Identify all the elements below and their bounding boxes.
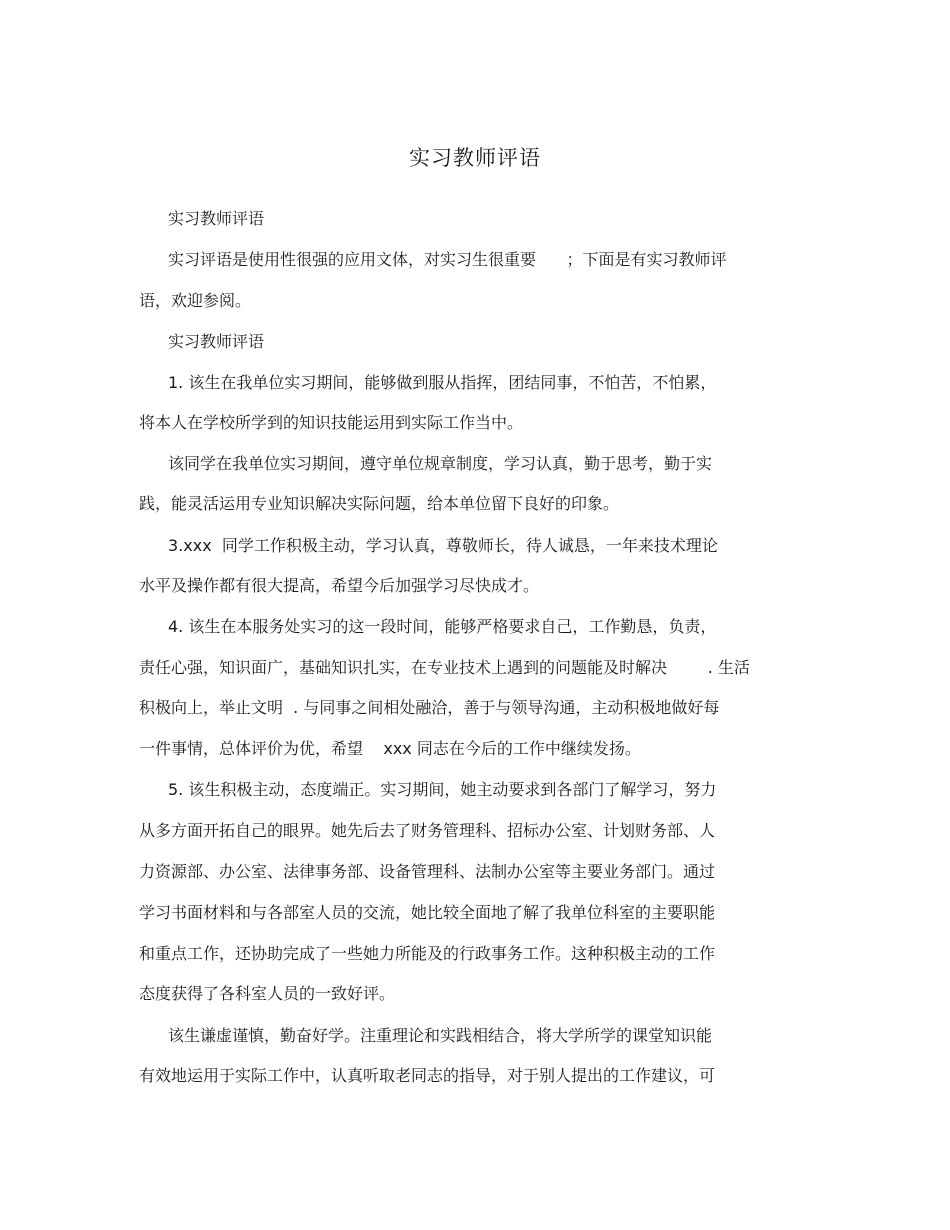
intro-line-2: 语，欢迎参阅。 bbox=[139, 291, 252, 310]
item-3-line-2: 水平及操作都有很大提高，希望今后加强学习尽快成才。 bbox=[139, 576, 540, 595]
item-1-line-2: 将本人在学校所学到的知识技能运用到实际工作当中。 bbox=[139, 413, 524, 432]
item-2-line-1: 该同学在我单位实习期间，遵守单位规章制度，学习认真，勤于思考，勤于实 bbox=[168, 454, 713, 473]
item-5-line-5: 和重点工作，还协助完成了一些她力所能及的行政事务工作。这种积极主动的工作 bbox=[139, 944, 716, 963]
item-3-line-1: 3.xxx 同学工作积极主动，学习认真，尊敬师长，待人诚恳，一年来技术理论 bbox=[168, 536, 718, 555]
item-4-line-4: 一件事情，总体评价为优，希望 xxx 同志在今后的工作中继续发扬。 bbox=[139, 739, 641, 758]
document-title: 实习教师评语 bbox=[409, 146, 541, 170]
item-4-line-3: 积极向上，举止文明 . 与同事之间相处融洽，善于与领导沟通，主动积极地做好每 bbox=[139, 698, 720, 717]
intro-line-1: 实习评语是使用性很强的应用文体，对实习生很重要 ；下面是有实习教师评 bbox=[168, 250, 727, 269]
item-5-line-4: 学习书面材料和与各部室人员的交流，她比较全面地了解了我单位科室的主要职能 bbox=[139, 903, 716, 922]
item-4-line-2: 责任心强，知识面广，基础知识扎实，在专业技术上遇到的问题能及时解决 . 生活 bbox=[139, 658, 750, 677]
item-5-line-6: 态度获得了各科室人员的一致好评。 bbox=[139, 984, 396, 1003]
item-5-line-2: 从多方面开拓自己的眼界。她先后去了财务管理科、招标办公室、计划财务部、人 bbox=[139, 821, 716, 840]
item-6-line-2: 有效地运用于实际工作中，认真听取老同志的指导，对于别人提出的工作建议，可 bbox=[139, 1066, 716, 1085]
item-6-line-1: 该生谦虚谨慎，勤奋好学。注重理论和实践相结合，将大学所学的课堂知识能 bbox=[168, 1026, 713, 1045]
item-4-line-1: 4. 该生在本服务处实习的这一段时间，能够严格要求自己，工作勤恳，负责， bbox=[168, 617, 717, 636]
item-5-line-3: 力资源部、办公室、法律事务部、设备管理科、法制办公室等主要业务部门。通过 bbox=[139, 862, 716, 881]
item-2-line-2: 践，能灵活运用专业知识解决实际问题，给本单位留下良好的印象。 bbox=[139, 494, 620, 513]
subtitle-line: 实习教师评语 bbox=[168, 209, 265, 228]
item-5-line-1: 5. 该生积极主动，态度端正。实习期间，她主动要求到各部门了解学习，努力 bbox=[168, 780, 717, 799]
section-heading: 实习教师评语 bbox=[168, 332, 265, 351]
item-1-line-1: 1. 该生在我单位实习期间，能够做到服从指挥，团结同事，不怕苦，不怕累， bbox=[168, 373, 717, 392]
